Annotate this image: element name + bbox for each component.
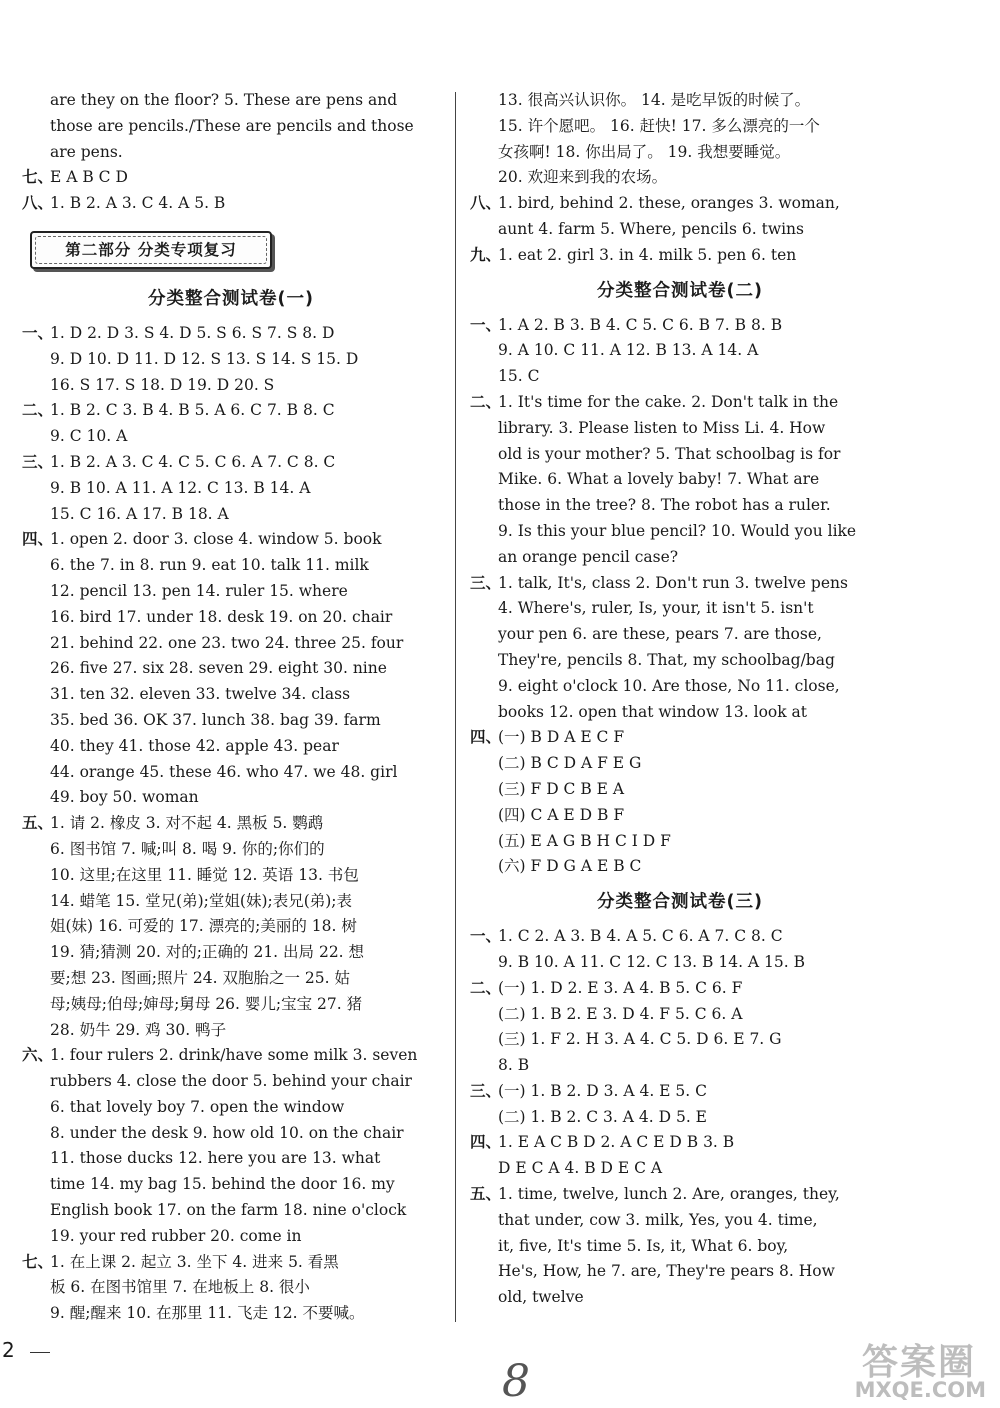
answer-line [22,191,440,217]
answer-line [22,682,440,708]
left-intro [22,88,440,217]
answer-line [22,165,440,191]
answer-line [22,1275,440,1301]
answer-line [22,398,440,424]
answer-line [470,1027,890,1053]
answer-text: (一) B D A E C F [498,728,625,747]
section-title-1: 分类整合测试卷(一) [148,288,314,309]
answer-line [470,924,890,950]
answer-text: (二) B C D A F E G [498,754,642,773]
answer-text: 1. talk, It's, class 2. Don't run 3. twelve pens [498,573,848,592]
answer-line [22,502,440,528]
answer-text: rubbers 4. close the door 5. behind your chair [50,1072,412,1091]
answer-line [470,493,890,519]
answer-line [22,863,440,889]
answer-text: your pen 6. are these, pears 7. are those, [498,625,822,644]
answer-text: (六) F D G A E B C [498,857,642,876]
watermark-logo-text: 答案圈 [861,1342,976,1383]
question-number: 三、 [470,1081,502,1100]
answer-text: 9. C 10. A [50,427,128,446]
answer-text: 6. the 7. in 8. run 9. eat 10. talk 11. milk [50,556,369,575]
answer-text: 1. 请 2. 橡皮 3. 对不起 4. 黑板 5. 鹦鹉 [50,814,324,833]
page-number-rule [30,1352,50,1353]
answer-line [470,1182,890,1208]
answer-line [470,243,890,269]
question-number: 八、 [470,194,502,213]
answer-line [470,217,890,243]
answer-text: 21. behind 22. one 23. two 24. three 25. four [50,633,404,652]
answer-text: 女孩啊! 18. 你出局了。 19. 我想要睡觉。 [498,142,791,161]
answer-text: 13. 很高兴认识你。 14. 是吃早饭的时候了。 [498,91,811,109]
part-two-banner [30,231,272,269]
answer-line [22,889,440,915]
answer-text: 12. pencil 13. pen 14. ruler 15. where [50,581,348,600]
question-number: 三、 [470,573,502,592]
answer-line [470,674,890,700]
watermark [802,1334,992,1404]
section-2-answers [470,313,890,881]
answer-text: 母;姨母;伯母;婶母;舅母 26. 婴儿;宝宝 27. 猪 [50,994,363,1013]
answer-text: 1. E A C B D 2. A C E D B 3. B [498,1133,735,1152]
answer-line [22,579,440,605]
answer-text: English book 17. on the farm 18. nine o'clock [50,1201,407,1220]
answer-text: it, five, It's time 5. Is, it, What 6. boy, [498,1236,789,1255]
answer-text: 9. B 10. A 11. C 12. C 13. B 14. A 15. B [498,952,806,971]
left-column [22,88,440,1327]
answer-line [470,700,890,726]
answer-line [470,829,890,855]
answer-line [22,992,440,1018]
answer-text: (三) F D C B E A [498,779,625,798]
answer-text: 1. bird, behind 2. these, oranges 3. woman, [498,194,840,213]
answer-text: old is your mother? 5. That schoolbag is for [498,444,841,463]
answer-text: 44. orange 45. these 46. who 47. we 48. girl [50,762,398,781]
answer-line [470,622,890,648]
answer-text: 1. 在上课 2. 起立 3. 坐下 4. 进来 5. 看黑 [50,1252,339,1271]
question-number: 四、 [470,1133,502,1152]
answer-text: 1. eat 2. girl 3. in 4. milk 5. pen 6. ten [498,245,797,264]
answer-text: (三) 1. F 2. H 3. A 4. C 5. D 6. E 7. G [498,1030,782,1049]
answer-line [22,656,440,682]
answer-line [470,165,890,191]
answer-text: 板 6. 在图书馆里 7. 在地板上 8. 很小 [50,1278,310,1297]
answer-text: 1. open 2. door 3. close 4. window 5. book [50,530,382,549]
question-number: 三、 [22,452,54,471]
answer-text: books 12. open that window 13. look at [498,702,808,721]
answer-line [22,785,440,811]
answer-text: 15. 许个愿吧。 16. 赶快! 17. 多么漂亮的一个 [498,116,820,135]
answer-text: time 14. my bag 15. behind the door 16. my [50,1175,395,1194]
answer-line [470,416,890,442]
answer-text: 40. they 41. those 42. apple 43. pear [50,736,339,755]
answer-line [22,424,440,450]
answer-line [470,1208,890,1234]
answer-text: 1. B 2. C 3. B 4. B 5. A 6. C 7. B 8. C [50,401,335,420]
answer-text: (五) E A G B H C I D F [498,831,671,850]
answer-line [22,140,440,166]
answer-line [470,1053,890,1079]
answer-text: those in the tree? 8. The robot has a ruler. [498,496,831,515]
answer-line [470,1105,890,1131]
answer-text: 10. 这里;在这里 11. 睡觉 12. 英语 13. 书包 [50,865,359,884]
section-1-answers [22,321,440,1327]
answer-line [470,519,890,545]
answer-line [470,191,890,217]
answer-text: are pens. [50,142,123,161]
answer-line [470,1156,890,1182]
answer-text: 9. B 10. A 11. A 12. C 13. B 14. A [50,478,311,497]
answer-text: 4. Where's, ruler, Is, your, it isn't 5. isn't [498,599,814,618]
section-3-answers [470,924,890,1311]
question-number: 二、 [470,392,502,411]
banner-text: 第二部分 分类专项复习 [65,240,237,259]
answer-text: 1. C 2. A 3. B 4. A 5. C 6. A 7. C 8. C [498,927,783,946]
column-divider [455,92,456,1322]
answer-line [22,1146,440,1172]
answer-text: 28. 奶牛 29. 鸡 30. 鸭子 [50,1020,227,1039]
answer-line [470,545,890,571]
answer-line [470,976,890,1002]
answer-text: 16. S 17. S 18. D 19. D 20. S [50,375,275,394]
answer-line [470,854,890,880]
question-number: 九、 [470,245,502,264]
answer-line [22,347,440,373]
answer-line [470,803,890,829]
answer-text: E A B C D [50,168,128,187]
answer-line [22,940,440,966]
answer-line [22,373,440,399]
question-number: 五、 [470,1185,502,1204]
answer-line [470,1130,890,1156]
answer-text: that under, cow 3. milk, Yes, you 4. time, [498,1210,818,1229]
question-number: 七、 [22,1252,54,1271]
answer-line [22,1121,440,1147]
answer-text: 1. D 2. D 3. S 4. D 5. S 6. S 7. S 8. D [50,323,335,342]
answer-text: 6. 图书馆 7. 喊;叫 8. 喝 9. 你的;你们的 [50,839,325,858]
answer-line [22,553,440,579]
answer-line [470,140,890,166]
answer-line [470,442,890,468]
answer-line [470,571,890,597]
answer-line [22,1250,440,1276]
answer-text: 9. eight o'clock 10. Are those, No 11. close, [498,676,840,695]
answer-text: 15. C [498,367,540,386]
answer-text: 19. your red rubber 20. come in [50,1226,302,1245]
answer-line [470,725,890,751]
answer-text: 1. four rulers 2. drink/have some milk 3. seven [50,1046,418,1065]
answer-text: He's, How, he 7. are, They're pears 8. How [498,1262,835,1281]
answer-line [22,837,440,863]
question-number: 二、 [470,978,502,997]
answer-line [22,914,440,940]
answer-text: 11. those ducks 12. here you are 13. what [50,1149,381,1168]
right-column [470,88,890,1311]
answer-line [22,1198,440,1224]
answer-line [22,1301,440,1327]
answer-line [470,88,890,114]
answer-text: 15. C 16. A 17. B 18. A [50,504,229,523]
answer-line [470,338,890,364]
answer-text: 6. that lovely boy 7. open the window [50,1097,345,1116]
answer-text: 姐(妹) 16. 可爱的 17. 漂亮的;美丽的 18. 树 [50,917,357,936]
answer-line [22,1018,440,1044]
answer-line [470,1002,890,1028]
question-number: 六、 [22,1046,54,1065]
answer-text: 1. B 2. A 3. C 4. A 5. B [50,194,226,213]
answer-text: aunt 4. farm 5. Where, pencils 6. twins [498,219,804,238]
answer-text: (二) 1. B 2. E 3. D 4. F 5. C 6. A [498,1004,743,1023]
answer-line [22,605,440,631]
answer-line [470,1079,890,1105]
question-number: 二、 [22,401,54,420]
question-number: 五、 [22,814,54,833]
answer-text: 20. 欢迎来到我的农场。 [498,168,668,187]
answer-text: 19. 猜;猜测 20. 对的;正确的 21. 出局 22. 想 [50,943,365,962]
answer-text: 9. A 10. C 11. A 12. B 13. A 14. A [498,341,759,360]
answer-text: 1. A 2. B 3. B 4. C 5. C 6. B 7. B 8. B [498,315,783,334]
section-title-2: 分类整合测试卷(二) [597,280,763,301]
answer-text: 31. ten 32. eleven 33. twelve 34. class [50,685,351,704]
page-number: 2 [2,1338,15,1362]
answer-text: 35. bed 36. OK 37. lunch 38. bag 39. farm [50,710,381,729]
answer-line [22,114,440,140]
answer-line [22,1172,440,1198]
answer-line [22,966,440,992]
question-number: 一、 [22,323,54,342]
answer-text: an orange pencil case? [498,547,679,566]
answer-text: 16. bird 17. under 18. desk 19. on 20. chair [50,607,393,626]
answer-line [22,708,440,734]
answer-text: They're, pencils 8. That, my schoolbag/bag [498,650,835,669]
answer-line [470,751,890,777]
answer-line [22,450,440,476]
answer-text: 1. It's time for the cake. 2. Don't talk in the [498,392,839,411]
answer-text: 1. B 2. A 3. C 4. C 5. C 6. A 7. C 8. C [50,452,336,471]
question-number: 一、 [470,315,502,334]
answer-line [22,88,440,114]
answer-text: 26. five 27. six 28. seven 29. eight 30. nine [50,659,387,678]
answer-line [22,1069,440,1095]
question-number: 八、 [22,194,54,213]
answer-text: 9. D 10. D 11. D 12. S 13. S 14. S 15. D [50,349,359,368]
answer-line [470,114,890,140]
answer-text: (二) 1. B 2. C 3. A 4. D 5. E [498,1107,707,1126]
answer-line [470,1234,890,1260]
handwritten-mark: 8 [502,1356,530,1407]
answer-line [22,1043,440,1069]
question-number: 四、 [470,728,502,747]
answer-text: 8. under the desk 9. how old 10. on the chair [50,1123,404,1142]
answer-text: those are pencils./These are pencils and those [50,116,414,135]
right-intro [470,88,890,269]
question-number: 一、 [470,927,502,946]
answer-line [22,760,440,786]
question-number: 七、 [22,168,54,187]
answer-line [470,777,890,803]
answer-line [22,811,440,837]
answer-text: D E C A 4. B D E C A [498,1159,663,1178]
answer-text: (四) C A E D B F [498,805,625,824]
answer-line [470,596,890,622]
answer-line [22,476,440,502]
answer-line [470,1285,890,1311]
answer-text: 8. B [498,1056,530,1075]
answer-line [22,321,440,347]
answer-text: 14. 蜡笔 15. 堂兄(弟);堂姐(妹);表兄(弟);表 [50,891,353,910]
answer-text: 49. boy 50. woman [50,788,199,807]
answer-line [470,467,890,493]
answer-line [470,950,890,976]
answer-text: (一) 1. B 2. D 3. A 4. E 5. C [498,1081,707,1100]
answer-line [470,1259,890,1285]
answer-line [22,1224,440,1250]
answer-text: library. 3. Please listen to Miss Li. 4. How [498,418,826,437]
answer-line [22,631,440,657]
answer-text: Mike. 6. What a lovely baby! 7. What are [498,470,820,489]
section-title-3: 分类整合测试卷(三) [597,892,763,913]
answer-line [470,648,890,674]
answer-text: 9. 醒;醒来 10. 在那里 11. 飞走 12. 不要喊。 [50,1304,365,1323]
answer-text: 9. Is this your blue pencil? 10. Would you like [498,521,857,540]
answer-line [22,734,440,760]
answer-line [22,527,440,553]
answer-line [22,1095,440,1121]
answer-line [470,364,890,390]
answer-text: 要;想 23. 图画;照片 24. 双胞胎之一 25. 姑 [50,968,350,987]
answer-text: old, twelve [498,1288,584,1307]
answer-line [470,390,890,416]
question-number: 四、 [22,530,54,549]
answer-text: (一) 1. D 2. E 3. A 4. B 5. C 6. F [498,978,743,997]
answer-text: 1. time, twelve, lunch 2. Are, oranges, they, [498,1185,840,1204]
answer-text: are they on the floor? 5. These are pens and [50,91,398,109]
answer-line [470,313,890,339]
watermark-url: MXQE.COM [854,1378,986,1402]
